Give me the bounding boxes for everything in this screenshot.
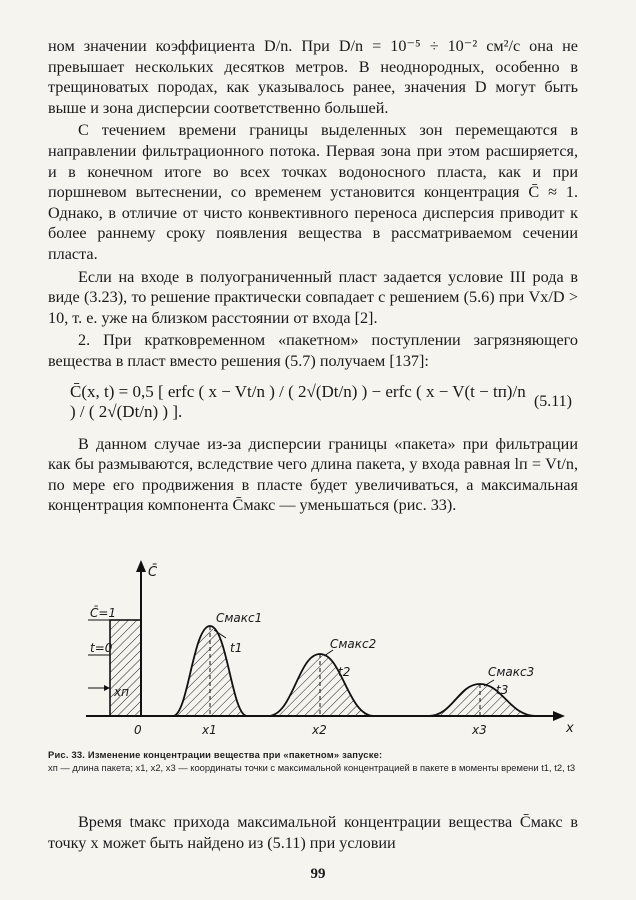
initial-packet (110, 620, 141, 716)
peak-1-label: Cмакс1 (216, 611, 263, 625)
x-axis-arrow-icon (553, 711, 565, 721)
c-eq-one-label: C̄=1 (90, 606, 117, 620)
axis-x-label: x (566, 721, 574, 736)
paragraph-4: 2. При кратковременном «пакетном» поступлении загрязняющего вещества в пласт вместо решения (5.7) получаем [137]: (48, 331, 578, 370)
figure-33-drawing (48, 556, 578, 746)
figure-33 (48, 556, 578, 746)
equation-number: (5.11) (533, 392, 572, 410)
packet-dim-arrow-icon (104, 685, 110, 691)
peak-2-curve (268, 654, 374, 716)
paragraph-3: Если на входе в полуограниченный пласт задается условие III рода в виде (3.23), то решение практически совпадает с решением (5.6) при Vx/D > 10, т. е. уже на близком расстоянии от входа [2]. (48, 267, 578, 327)
y-axis-arrow-icon (136, 560, 146, 572)
t0-label: t=0 (90, 641, 113, 655)
closing-section (48, 812, 578, 853)
caption-body: xп — длина пакета; x1, x2, x3 — координаты точки с максимальной концентрацией в пакете в моменты времени t1, t2, t3 (48, 762, 576, 773)
page-body (48, 36, 578, 516)
origin-label: 0 (134, 723, 142, 737)
peak-2-x-label: x2 (312, 723, 327, 737)
packet-length-label: xп (114, 685, 129, 699)
peak-3-time-label: t3 (496, 683, 509, 697)
paragraph-2: С течением времени границы выделенных зон перемещаются в направлении фильтрационного потока. Первая зона при этом расширяется, и в конечном итоге во всех точках водоносного пласта, как и при поршневом вытеснении, со временем установится концентрация C̄ ≈ 1. Однако, в отличие от чисто конвективного переноса дисперсия приводит к более раннему сроку появления вещества в рассматриваемом сечении пласта. (48, 121, 578, 263)
paragraph-closing: Время tмакс прихода максимальной концентрации вещества C̄макс в точку x может быть найдено из (5.11) при условии (48, 813, 578, 852)
peak-3-label: Cмакс3 (488, 665, 535, 679)
peak-2-time-label: t2 (338, 665, 351, 679)
peak-2-label: Cмакс2 (330, 637, 377, 651)
peak-3-curve (428, 684, 536, 716)
page-number: 99 (310, 866, 326, 882)
figure-caption (48, 748, 578, 774)
equation-body: C̄(x, t) = 0,5 [ erfc ( x − Vt/n ) / ( 2√(Dt/n) ) − erfc ( x − V(t − tп)/n ) / ( 2√(Dt/n) ) ]. (70, 381, 526, 421)
paragraph-1: ном значении коэффициента D/n. При D/n = 10⁻⁵ ÷ 10⁻² см²/с она не превышает нескольких десятков метров. В неоднородных, особенно в трещиноватых породах, как указывалось ранее, значения D могут быть выше и зона дисперсии соответственно большей. (48, 37, 578, 117)
caption-title: Рис. 33. Изменение концентрации вещества при «пакетном» запуске: (48, 749, 383, 760)
axis-y-label: C̄ (148, 565, 158, 580)
peak-1-time-label: t1 (230, 641, 243, 655)
peak-3-x-label: x3 (472, 723, 487, 737)
paragraph-5: В данном случае из-за дисперсии границы «пакета» при фильтрации как бы размываются, вследствие чего длина пакета, у входа равная lп = Vt/n, по мере его продвижения в пласте будет увеличиваться, а максимальная концентрация компонента C̄макс — уменьшаться (рис. 33). (48, 434, 578, 515)
peak-1-x-label: x1 (202, 723, 217, 737)
equation-5-11 (48, 378, 578, 426)
